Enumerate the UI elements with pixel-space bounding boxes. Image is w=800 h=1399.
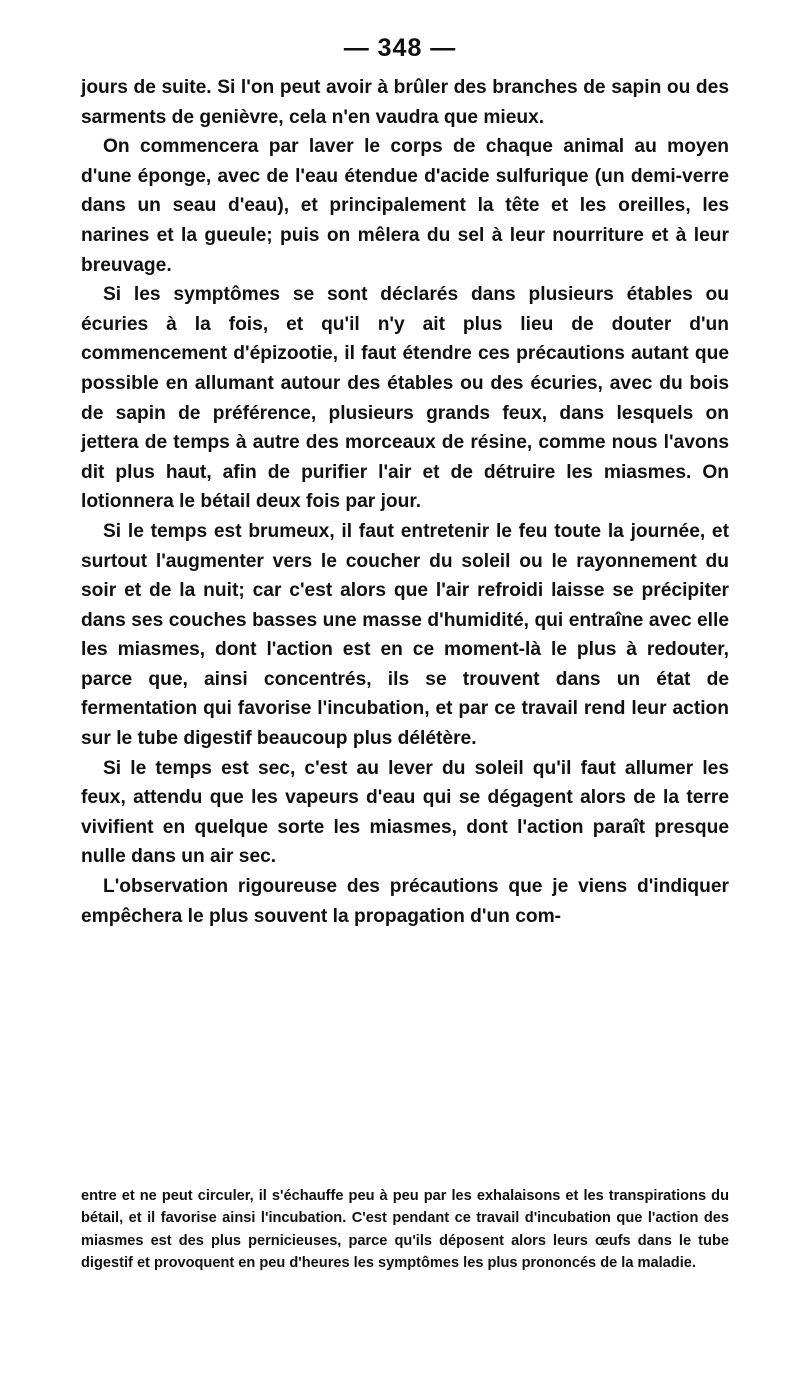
paragraph-washing: On commencera par laver le corps de chaque animal au moyen d'une éponge, avec de l'eau étendue d'acide sulfurique (un demi-verre dans un seau d'eau), et principalement la tête et les oreilles, les narines et la gueule; puis on mêlera du sel à leur nourriture et à leur breuvage. xyxy=(81,136,729,276)
paragraph-fires: Si les symptômes se sont déclarés dans plusieurs étables ou écuries à la fois, et qu'il n'y ait plus lieu de douter d'un commencement d'épizootie, il faut étendre ces précautions autant que possible en allumant autour des étables ou des écuries, avec du bois de sapin de préférence, plusieurs grands feux, dans lesquels on jettera de temps à autre des morceaux de résine, comme nous l'avons dit plus haut, afin de purifier l'air et de détruire les miasmes. On lotionnera le bétail deux fois par jour. xyxy=(81,284,729,513)
paragraph-continuation: jours de suite. Si l'on peut avoir à brûler des branches de sapin ou des sarments de genièvre, cela n'en vaudra que mieux. xyxy=(81,77,729,128)
paragraph-dry-weather: Si le temps est sec, c'est au lever du soleil qu'il faut allumer les feux, attendu que les vapeurs d'eau qui se dégagent alors de la terre vivifient en quelque sorte les miasmes, dont l'action paraît presque nulle dans un air sec. xyxy=(81,757,729,868)
paragraph-foggy-weather: Si le temps est brumeux, il faut entretenir le feu toute la journée, et surtout l'augmenter vers le coucher du soleil ou le rayonnement du soir et de la nuit; car c'est alors que l'air refroidi laisse se précipiter dans ses couches basses une masse d'humidité, qui entraîne avec elle les miasmes, dont l'action est en ce moment-là le plus à redouter, parce que, ainsi concentrés, ils se trouvent dans un état de fermentation qui favorise l'incubation, et par ce travail rend leur action sur le tube digestif beaucoup plus délétère. xyxy=(81,520,729,750)
paragraph-observation: L'observation rigoureuse des précautions que je viens d'indiquer empêchera le plus souvent la propagation d'un com- xyxy=(81,876,729,927)
main-text xyxy=(81,73,729,931)
page-number: — 348 — xyxy=(343,34,457,62)
footnote: entre et ne peut circuler, il s'échauffe peu à peu par les exhalaisons et les transpirations du bétail, et il favorise ainsi l'incubation. C'est pendant ce travail d'incubation que l'action des miasmes est des plus pernicieuses, parce qu'ils déposent alors leurs œufs dans le tube digestif et provoquent en peu d'heures les symptômes les plus prononcés de la maladie. xyxy=(81,1188,729,1272)
